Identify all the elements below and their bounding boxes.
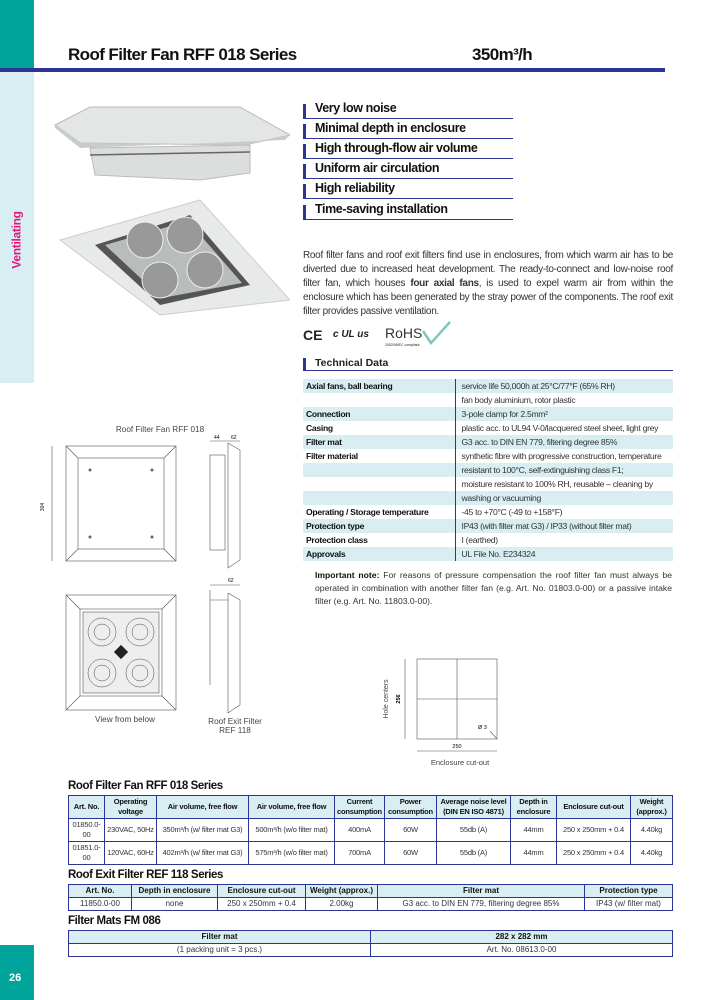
table-cell: 250 x 250mm + 0.4 bbox=[557, 819, 631, 842]
tech-row bbox=[303, 407, 673, 421]
tech-value: service life 50,000h at 25°C/77°F (65% RH) bbox=[455, 379, 673, 393]
dimension-height: 304 bbox=[40, 502, 46, 512]
feature-item: Uniform air circulation bbox=[303, 159, 513, 179]
tech-value: washing or vacuuming bbox=[455, 491, 673, 505]
tech-label bbox=[303, 393, 455, 407]
table-cell: 60W bbox=[385, 842, 437, 865]
feature-item: Time-saving installation bbox=[303, 200, 513, 220]
table-cell: 60W bbox=[385, 819, 437, 842]
right-column bbox=[303, 249, 703, 608]
rff-table-title: Roof Filter Fan RFF 018 Series bbox=[68, 780, 223, 792]
table-cell: 55db (A) bbox=[437, 842, 511, 865]
table-cell: 575m³/h (w/o filter mat) bbox=[249, 842, 335, 865]
description: Roof filter fans and roof exit filters find use in enclosures, from which warm air has to be diverted due to increased heat development. The ready-to-connect and low-noise roof filter fan, which houses four axial fans, is used to expel warm air from within the enclosure which has been generated by the stray power of the components. The roof exit filter provides passive ventilation. bbox=[303, 250, 674, 317]
tech-value: UL File No. E234324 bbox=[455, 547, 673, 561]
tech-row bbox=[303, 547, 673, 561]
column-header: Filter mat bbox=[69, 931, 371, 944]
table-cell: 230VAC, 50Hz bbox=[105, 819, 157, 842]
tech-row bbox=[303, 505, 673, 519]
sidebar-accent bbox=[0, 0, 34, 68]
rohs-subtext: 2002/95/EC compliant bbox=[385, 343, 420, 347]
tech-label: Casing bbox=[303, 421, 455, 435]
view-below-label: View from below bbox=[95, 715, 155, 724]
cutout-label: Enclosure cut-out bbox=[430, 758, 490, 767]
column-header: Weight (approx.) bbox=[306, 885, 378, 898]
ref-product-table bbox=[68, 884, 673, 911]
hole-centers-label: Hole centers bbox=[383, 679, 390, 719]
table-cell: 44mm bbox=[511, 842, 557, 865]
hole-diameter: Ø 3 bbox=[478, 725, 487, 731]
column-header: Air volume, free flow bbox=[249, 796, 335, 819]
tech-row bbox=[303, 533, 673, 547]
table-cell: 4.40kg bbox=[631, 819, 673, 842]
table-cell: 55db (A) bbox=[437, 819, 511, 842]
table-cell: 700mA bbox=[335, 842, 385, 865]
column-header: Enclosure cut-out bbox=[557, 796, 631, 819]
column-header: Air volume, free flow bbox=[157, 796, 249, 819]
dimension-side: 62 bbox=[228, 578, 234, 584]
technical-drawing bbox=[30, 435, 270, 715]
product-photo bbox=[50, 95, 290, 320]
tech-label: Filter mat bbox=[303, 435, 455, 449]
tech-value: synthetic fibre with progressive construction, temperature bbox=[461, 451, 662, 461]
drawing-label: Roof Filter Fan RFF 018 bbox=[115, 425, 205, 434]
column-header: Art. No. bbox=[69, 885, 132, 898]
tech-row bbox=[303, 421, 673, 435]
header-rule bbox=[0, 68, 665, 72]
table-cell: 01851.0-00 bbox=[69, 842, 105, 865]
rff-product-table bbox=[68, 795, 673, 865]
table-cell: 01850.0-00 bbox=[69, 819, 105, 842]
certification-logos bbox=[303, 325, 443, 349]
tech-label: Filter material bbox=[303, 449, 455, 463]
dimension-250: 250 bbox=[452, 744, 462, 750]
ref-drawing-label: Roof Exit Filter REF 118 bbox=[208, 717, 262, 735]
tech-label bbox=[303, 463, 455, 477]
table-cell: Art. No. 08613.0-00 bbox=[371, 944, 673, 957]
tech-label: Operating / Storage temperature bbox=[303, 505, 455, 519]
tech-row bbox=[303, 435, 673, 449]
tech-value: resistant to 100°C, self-extinguishing class F1; bbox=[455, 463, 673, 477]
section-label: Ventilating bbox=[10, 211, 24, 269]
ul-mark: c UL us bbox=[333, 329, 369, 340]
feature-item: Minimal depth in enclosure bbox=[303, 119, 513, 139]
table-cell: none bbox=[132, 898, 218, 911]
tech-value: fan body aluminium, rotor plastic bbox=[461, 395, 576, 405]
rohs-mark: RoHS bbox=[385, 325, 423, 341]
tech-value: plastic acc. to UL94 V-0/lacquered steel sheet, light grey bbox=[461, 423, 659, 433]
tech-label: Axial fans, ball bearing bbox=[303, 379, 455, 393]
fm-table-title: Filter Mats FM 086 bbox=[68, 915, 161, 927]
column-header: Operating voltage bbox=[105, 796, 157, 819]
tech-row bbox=[303, 449, 673, 463]
table-cell: 250 x 250mm + 0.4 bbox=[218, 898, 306, 911]
tech-value: moisture resistant to 100% RH, reusable – cleaning by bbox=[461, 479, 653, 489]
dimension-256: 256 bbox=[396, 694, 402, 704]
dimension-44: 44 bbox=[214, 435, 220, 441]
important-note: Important note: For reasons of pressure compensation the roof filter fan must always be operated in combination with another filter fan (e.g. Art. No. 01803.0-00) or a passive intake filter (e.g. Art. No. 11803.0-00). bbox=[315, 570, 673, 606]
tech-label: Approvals bbox=[303, 547, 455, 561]
column-header: Depth in enclosure bbox=[511, 796, 557, 819]
tech-row bbox=[303, 463, 673, 477]
column-header: Enclosure cut-out bbox=[218, 885, 306, 898]
table-cell: 4.40kg bbox=[631, 842, 673, 865]
table-cell: 350m³/h (w/ filter mat G3) bbox=[157, 819, 249, 842]
table-cell: (1 packing unit = 3 pcs.) bbox=[69, 944, 371, 957]
tech-label bbox=[303, 491, 455, 505]
section-tab bbox=[2, 205, 32, 275]
check-icon bbox=[421, 319, 451, 345]
tech-label: Protection class bbox=[303, 533, 455, 547]
tech-value: I (earthed) bbox=[461, 535, 498, 545]
table-row bbox=[69, 842, 673, 865]
feature-item: High through-flow air volume bbox=[303, 139, 513, 159]
column-header: Depth in enclosure bbox=[132, 885, 218, 898]
table-cell: 44mm bbox=[511, 819, 557, 842]
page-title: Roof Filter Fan RFF 018 Series bbox=[68, 45, 297, 64]
column-header: Weight (approx.) bbox=[631, 796, 673, 819]
cutout-drawing bbox=[380, 654, 510, 772]
product-tables bbox=[68, 776, 672, 957]
table-cell: G3 acc. to DIN EN 779, filtering degree 85% bbox=[378, 898, 585, 911]
table-cell: 2.00kg bbox=[306, 898, 378, 911]
airflow-rating: 350m³/h bbox=[472, 45, 533, 64]
column-header: 282 x 282 mm bbox=[371, 931, 673, 944]
feature-item: Very low noise bbox=[303, 99, 513, 119]
ce-mark: CE bbox=[303, 327, 323, 343]
technical-data-table bbox=[303, 379, 673, 561]
tech-label bbox=[303, 477, 455, 491]
column-header: Current consumption bbox=[335, 796, 385, 819]
tech-row bbox=[303, 491, 673, 505]
tech-label: Connection bbox=[303, 407, 455, 421]
tech-value: IP43 (with filter mat G3) / IP33 (without filter mat) bbox=[455, 519, 673, 533]
table-cell: IP43 (w/ filter mat) bbox=[585, 898, 673, 911]
column-header: Power consumption bbox=[385, 796, 437, 819]
page-number: 26 bbox=[0, 945, 34, 1000]
column-header: Art. No. bbox=[69, 796, 105, 819]
table-cell: 120VAC, 60Hz bbox=[105, 842, 157, 865]
column-header: Filter mat bbox=[378, 885, 585, 898]
table-cell: 400mA bbox=[335, 819, 385, 842]
technical-data-heading: Technical Data bbox=[303, 357, 673, 371]
dimension-62: 62 bbox=[231, 435, 237, 441]
tech-value: -45 to +70°C (-49 to +158°F) bbox=[461, 507, 563, 517]
table-row bbox=[69, 898, 673, 911]
column-header: Average noise level (DIN EN ISO 4871) bbox=[437, 796, 511, 819]
tech-value: 3-pole clamp for 2.5mm² bbox=[455, 407, 673, 421]
tech-value: G3 acc. to DIN EN 779, filtering degree 85% bbox=[455, 435, 673, 449]
column-header: Protection type bbox=[585, 885, 673, 898]
table-cell: 11850.0-00 bbox=[69, 898, 132, 911]
tech-label: Protection type bbox=[303, 519, 455, 533]
table-cell: 500m³/h (w/o filter mat) bbox=[249, 819, 335, 842]
tech-row bbox=[303, 379, 673, 393]
tech-row bbox=[303, 519, 673, 533]
feature-item: High reliability bbox=[303, 179, 513, 199]
tech-row bbox=[303, 477, 673, 491]
filter-mat-table bbox=[68, 930, 673, 957]
table-cell: 402m³/h (w/ filter mat G3) bbox=[157, 842, 249, 865]
table-cell: 250 x 250mm + 0.4 bbox=[557, 842, 631, 865]
table-row bbox=[69, 944, 673, 957]
table-row bbox=[69, 819, 673, 842]
tech-row bbox=[303, 393, 673, 407]
ref-table-title: Roof Exit Filter REF 118 Series bbox=[68, 869, 224, 881]
